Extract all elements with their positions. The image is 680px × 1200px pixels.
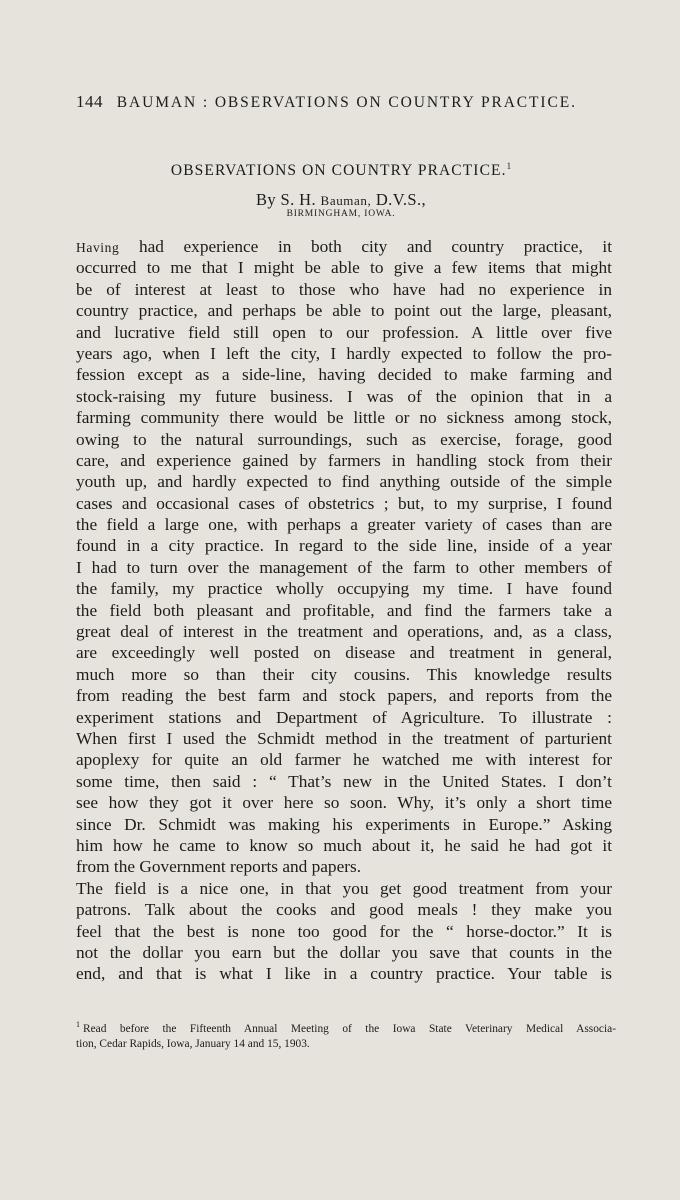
text-line: great deal of interest in the treatment and operations, and, as a class,: [76, 622, 612, 642]
footnote-marker: 1: [76, 1020, 80, 1029]
text-line: stock-raising my future business. I was of the opinion that in a: [76, 386, 612, 406]
text-line: be of interest at least to those who have had no experience in: [76, 279, 612, 299]
text-line: are exceedingly well posted on disease and treatment in general,: [76, 643, 612, 663]
running-title: BAUMAN : OBSERVATIONS ON COUNTRY PRACTICE.: [116, 94, 577, 111]
text-line: not the dollar you earn but the dollar you save that counts in the: [76, 942, 612, 962]
text-line: fession except as a side-line, having decided to make farming and: [76, 365, 612, 385]
article-title: [76, 161, 606, 180]
text-line: youth up, and hardly expected to find anything outside of the simple: [76, 472, 612, 492]
text-line: care, and experience gained by farmers in handling stock from their: [76, 450, 612, 470]
byline: [76, 190, 606, 210]
lead-word: Having: [76, 240, 120, 255]
text-line: found in a city practice. In regard to the side line, inside of a year: [76, 536, 612, 556]
article-title-text: OBSERVATIONS ON COUNTRY PRACTICE.: [170, 162, 507, 180]
text-line: the family, my practice wholly occupying my time. I have found: [76, 579, 612, 599]
author-surname: Bauman,: [320, 193, 372, 208]
footnote-ref: 1: [506, 161, 512, 171]
text-line: country practice, and perhaps be able to point out the large, pleasant,: [76, 301, 612, 321]
text-line: from the Government reports and papers.: [76, 857, 362, 877]
text-line: him how he came to know so much about it, he said he had got it: [76, 835, 612, 855]
text-line: some time, then said : “ That’s new in the United States. I don’t: [76, 771, 612, 791]
text-line: feel that the best is none too good for the “ horse-doctor.” It is: [76, 921, 612, 941]
author-location: BIRMINGHAM, IOWA.: [286, 209, 396, 219]
text-line: apoplexy for quite an old farmer he watched me with interest for: [76, 750, 612, 770]
footnote: [76, 1017, 616, 1053]
text-line: the field a large one, with perhaps a greater variety of cases than are: [76, 515, 612, 535]
text-line: experiment stations and Department of Agriculture. To illustrate :: [76, 707, 612, 727]
text-line: farming community there would be little or no sickness among stock,: [76, 408, 612, 428]
text-line: I had to turn over the management of the farm to other members of: [76, 557, 612, 577]
text-line: cases and occasional cases of obstetrics ; but, to my surprise, I found: [76, 493, 612, 513]
text-line: occurred to me that I might be able to give a few items that might: [76, 258, 612, 278]
running-head: [76, 92, 616, 112]
text-line: end, and that is what I like in a country practice. Your table is: [76, 964, 612, 984]
text-line: from reading the best farm and stock papers, and reports from the: [76, 686, 612, 706]
author-degree: D.V.S.,: [375, 190, 427, 209]
text-line: much more so than their city cousins. This knowledge results: [76, 664, 612, 684]
text-line: owing to the natural surroundings, such as exercise, forage, good: [76, 429, 612, 449]
text-line: patrons. Talk about the cooks and good meals ! they make you: [76, 900, 612, 920]
article-body: [76, 236, 612, 985]
text-line: since Dr. Schmidt was making his experiments in Europe.” Asking: [76, 814, 612, 834]
footnote-line: tion, Cedar Rapids, Iowa, January 14 and 15, 1903.: [76, 1038, 310, 1051]
text-line: and lucrative field still open to our profession. A little over five: [76, 322, 612, 342]
author-initials: S. H.: [280, 190, 317, 209]
byline-prefix: By: [255, 190, 277, 209]
text-line: the field both pleasant and profitable, and find the farmers take a: [76, 600, 612, 620]
page-number: 144: [76, 92, 103, 111]
footnote-line: $^1$ Read before the Fifteenth Annual Meeting of the Iowa State Veterinary Medical Associa-: [76, 1020, 616, 1035]
text-line: The field is a nice one, in that you get good treatment from your: [76, 878, 612, 898]
text-line: Having had experience in both city and country practice, it: [76, 237, 612, 256]
text-line: years ago, when I left the city, I hardly expected to follow the pro-: [76, 343, 612, 363]
text-line: When first I used the Schmidt method in the treatment of parturient: [76, 728, 612, 748]
text-line: see how they got it over here so soon. Why, it’s only a short time: [76, 793, 612, 813]
